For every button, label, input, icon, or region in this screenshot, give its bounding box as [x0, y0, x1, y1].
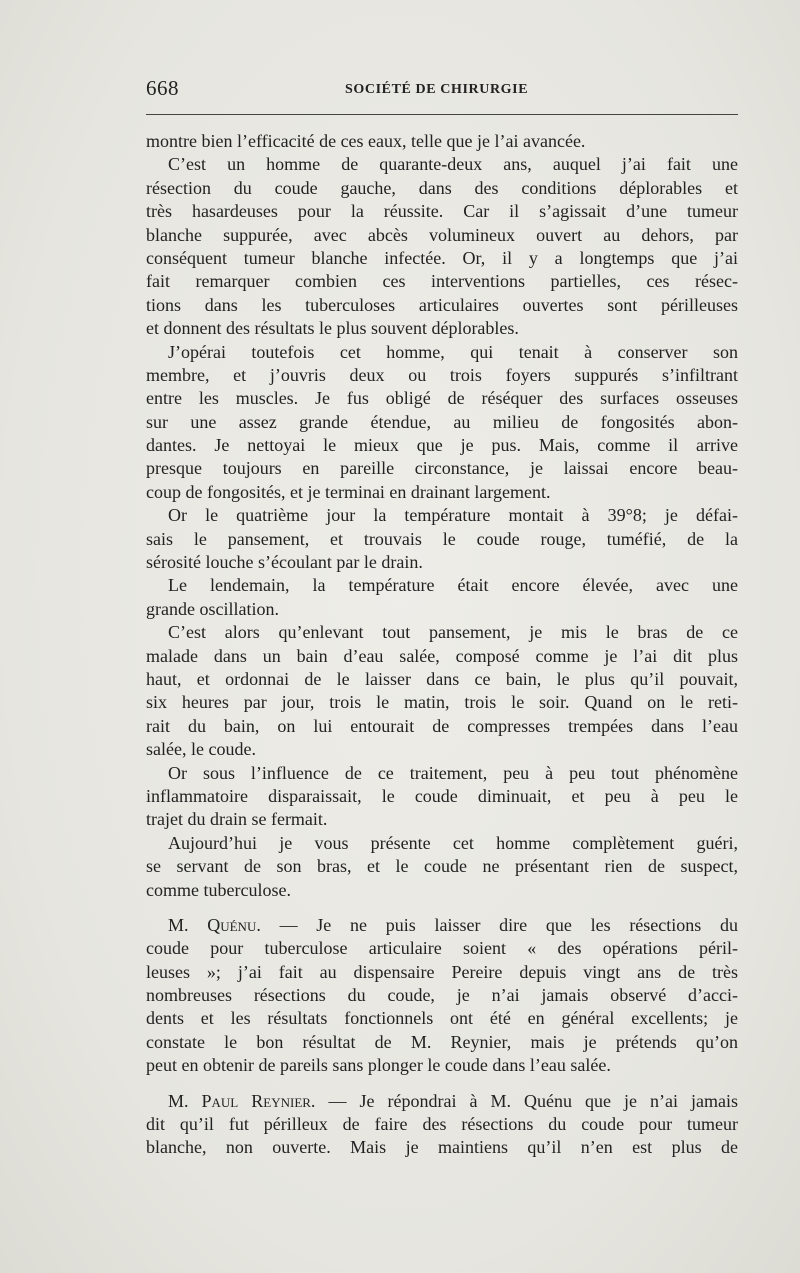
speaker-name: M. Quénu. — [168, 914, 261, 935]
text-line: très hasardeuses pour la réussite. Car il s’agissait d’une tumeur — [146, 201, 738, 222]
text-line: sérosité louche s’écoulant par le drain. — [146, 552, 423, 573]
text-line: coude pour tuberculose articulaire soient « des opérations péril- — [146, 938, 738, 959]
speech-reynier — [146, 1090, 738, 1160]
speaker-name: M. Paul Reynier. — [168, 1090, 316, 1111]
text-line: C’est alors qu’enlevant tout pansement, je mis le bras de ce — [168, 622, 738, 643]
paragraph — [146, 574, 738, 621]
section-gap — [146, 902, 738, 914]
speech-text: — Je ne puis laisser dire que les résections du — [279, 914, 738, 935]
text-line: nombreuses résections du coude, je n’ai jamais observé d’acci- — [146, 985, 738, 1006]
text-line: haut, et ordonnai de le laisser dans ce bain, le plus qu’il pouvait, — [146, 668, 738, 689]
text-line: J’opérai toutefois cet homme, qui tenait à conserver son — [168, 341, 738, 362]
running-head: SOCIÉTÉ DE CHIRURGIE — [345, 82, 529, 97]
text-line: et donnent des résultats le plus souvent déplorables. — [146, 318, 519, 339]
speech-first-line — [146, 1090, 738, 1113]
paragraph — [146, 832, 738, 902]
speech-quenu — [146, 914, 738, 1078]
text-line: blanche suppurée, avec abcès volumineux ouvert au dehors, par — [146, 224, 738, 245]
text-line: Le lendemain, la température était encore élevée, avec une — [168, 575, 738, 596]
page-number: 668 — [146, 76, 179, 100]
text-line: sur une assez grande étendue, au milieu de fongosités abon- — [146, 411, 738, 432]
text-line: membre, et j’ouvris deux ou trois foyers suppurés s’infiltrant — [146, 364, 738, 385]
text-line: blanche, non ouverte. Mais je maintiens qu’il n’en est plus de — [146, 1137, 738, 1158]
text-line: conséquent tumeur blanche infectée. Or, il y a longtemps que j’ai — [146, 247, 738, 268]
text-line: Aujourd’hui je vous présente cet homme complètement guéri, — [168, 832, 738, 853]
text-line: montre bien l’efficacité de ces eaux, telle que je l’ai avancée. — [146, 131, 586, 151]
text-line: presque toujours en pareille circonstance, je laissai encore beau- — [146, 458, 738, 479]
text-line: résection du coude gauche, dans des conditions déplorables et — [146, 177, 738, 198]
text-line: Or le quatrième jour la température montait à 39°8; je défai- — [168, 505, 738, 526]
text-line: Or sous l’influence de ce traitement, peu à peu tout phénomène — [168, 762, 738, 783]
text-line: inflammatoire disparaissait, le coude diminuait, et peu à peu le — [146, 785, 738, 806]
header-rule — [146, 114, 738, 115]
text-line: salée, le coude. — [146, 739, 256, 760]
text-line: dit qu’il fut périlleux de faire des résections du coude pour tumeur — [146, 1114, 738, 1135]
text-line: peut en obtenir de pareils sans plonger le coude dans l’eau salée. — [146, 1055, 611, 1076]
text-line: trajet du drain se fermait. — [146, 809, 328, 830]
text-line: six heures par jour, trois le matin, trois le soir. Quand on le reti- — [146, 692, 738, 713]
text-line: coup de fongosités, et je terminai en drainant largement. — [146, 481, 551, 502]
text-line: dantes. Je nettoyai le mieux que je pus. Mais, comme il arrive — [146, 435, 738, 456]
body-text — [146, 130, 738, 1160]
paragraph — [146, 130, 738, 153]
text-line: grande oscillation. — [146, 598, 279, 619]
text-line: entre les muscles. Je fus obligé de réséquer des surfaces osseuses — [146, 388, 738, 409]
text-line: tions dans les tuberculoses articulaires ouvertes sont périlleuses — [146, 294, 738, 315]
text-line: rait du bain, on lui entourait de compresses trempées dans l’eau — [146, 715, 738, 736]
paragraph — [146, 504, 738, 574]
paragraph — [146, 153, 738, 340]
page-header — [146, 74, 738, 102]
paragraph — [146, 341, 738, 505]
text-line: C’est un homme de quarante-deux ans, auquel j’ai fait une — [168, 154, 738, 175]
section-gap — [146, 1078, 738, 1090]
paragraph — [146, 762, 738, 832]
text-line: sais le pansement, et trouvais le coude rouge, tuméfié, de la — [146, 528, 738, 549]
text-line: leuses »; j’ai fait au dispensaire Pereire depuis vingt ans de très — [146, 961, 738, 982]
speech-first-line — [146, 914, 738, 937]
text-line: constate le bon résultat de M. Reynier, mais je prétends qu’on — [146, 1031, 738, 1052]
text-line: malade dans un bain d’eau salée, composé comme je l’ai dit plus — [146, 645, 738, 666]
paragraph — [146, 621, 738, 761]
text-line: dents et les résultats fonctionnels ont été en général excellents; je — [146, 1008, 738, 1029]
text-line: comme tuberculose. — [146, 879, 291, 900]
speech-text: — Je répondrai à M. Quénu que je n’ai jamais — [328, 1090, 738, 1111]
text-line: se servant de son bras, et le coude ne présentant rien de suspect, — [146, 856, 738, 877]
text-line: fait remarquer combien ces interventions partielles, ces résec- — [146, 271, 738, 292]
